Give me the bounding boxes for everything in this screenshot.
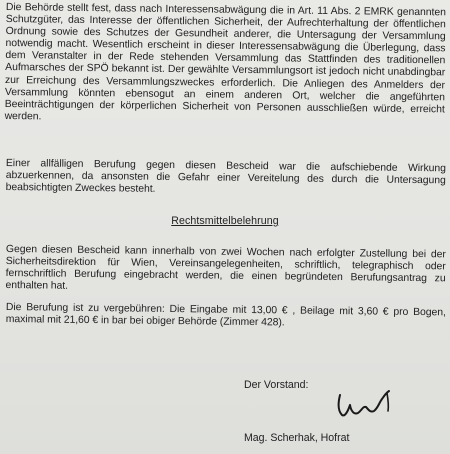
signatory-name: Mag. Scherhak, Hofrat bbox=[244, 432, 350, 444]
paragraph-fees: Die Berufung ist zu vergebühren: Die Eingabe mit 13,00 € , Beilage mit 3,60 € pro Bogen, maximal mit 21,60 € in bar bei obiger Behörde (Zimmer 428). bbox=[5, 302, 446, 329]
paragraph-assessment: Die Behörde stellt fest, dass nach Interessensabwägung die in Art. 11 Abs. 2 EMRK genannten Schutzgüter, das Interesse der öffentlichen Sicherheit, der Aufrechterhaltung der öffentlichen Ordnung sowie des Schutzes der Gesundheit anderer, die Untersagung der Versammlung notwendig macht. Wesentlich erscheint in dieser Interessensabwägung die Überlegung, dass dem Veranstalter in der Rede stehenden Versammlung das Stattfinden des traditionellen Aufmarsches der SPÖ bekannt ist. Der gewählte Versammlungsort ist jedoch nicht unabdingbar zur Erreichung des Versammlungszweckes erforderlich. Die Anliegen des Anmelders der Versammlung könnten ebensogut an einem anderen Ort, welcher die angeführten Beeinträchtigungen der körperlichen Sicherheit von Personen ausschließen würde, erreicht werden. bbox=[4, 2, 446, 123]
signature-title: Der Vorstand: bbox=[244, 379, 309, 391]
paragraph-suspensive-effect: Einer allfälligen Berufung gegen diesen Bescheid war die aufschiebende Wirkung abzuerkennen, da ansonsten die Gefahr einer Vereitelung des durch die Untersagung beabsichtigten Zweckes besteht. bbox=[5, 158, 446, 196]
paragraph-appeal-instructions: Gegen diesen Bescheid kann innerhalb von zwei Wochen nach erfolgter Zustellung bei der Sicherheitsdirektion für Wien, Vereinsangelegenheiten, schriftlich, telegraphisch oder fernschriftlich Berufung eingebracht werden, die einen begründeten Berufungsantrag zu enthalten hat. bbox=[5, 244, 446, 293]
section-heading-rechtsmittelbelehrung: Rechtsmittelbelehrung bbox=[171, 215, 279, 227]
handwritten-signature bbox=[332, 387, 402, 427]
